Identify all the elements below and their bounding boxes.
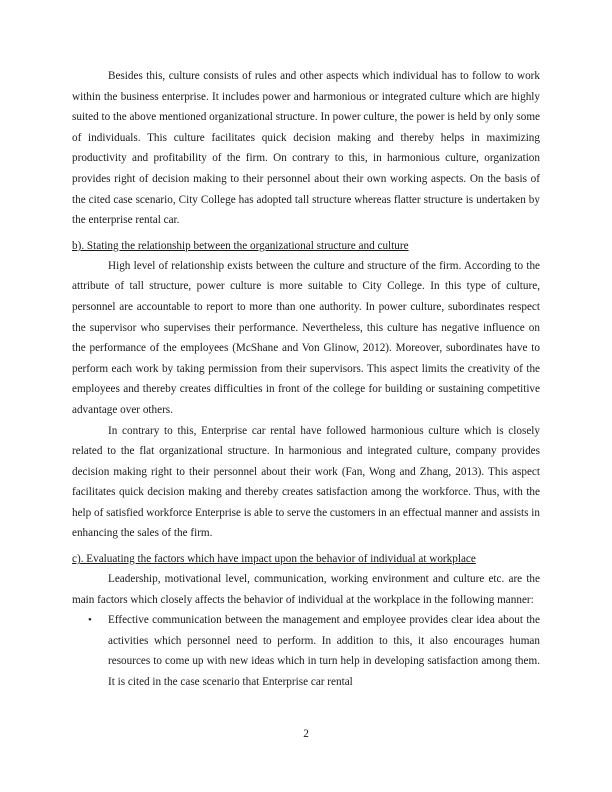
page-body [72,66,540,693]
paragraph-relationship: High level of relationship exists between the culture and structure of the firm. According to the attribute of tall structure, power culture is more suitable to City College. In this type of culture, personnel are accountable to report to more than one authority. In power culture, subordinates respect the supervisor who supervises their performance. Nevertheless, this culture has negative influence on the performance of the employees (McShane and Von Glinow, 2012). Moreover, subordinates have to perform each work by taking permission from their supervisors. This aspect limits the creativity of the employees and thereby creates difficulties in front of the college for building or sustaining competitive advantage over others. [72,259,540,416]
bullet-icon: • [88,614,92,627]
list-item-text: Effective communication between the management and employee provides clear idea about the activities which personnel need to perform. In addition to this, it also encourages human resources to come up with new ideas which in turn help in developing satisfaction among them. It is cited in the case scenario that Enterprise car rental [108,614,540,689]
paragraph-culture-overview: Besides this, culture consists of rules and other aspects which individual has to follow to work within the business enterprise. It includes power and harmonious or integrated culture which are highly suited to the above mentioned organizational structure. In power culture, the power is held by only some of individuals. This culture facilitates quick decision making and thereby helps in maximizing productivity and profitability of the firm. On contrary to this, in harmonious culture, organization provides right of decision making to their personnel about their own working aspects. On the basis of the cited case scenario, City College has adopted tall structure whereas flatter structure is undertaken by the enterprise rental car. [72,70,540,227]
paragraph-factors: Leadership, motivational level, communication, working environment and culture etc. are the main factors which closely affects the behavior of individual at the workplace in the following manner: [72,573,540,606]
section-heading-b: b). Stating the relationship between the organizational structure and culture [72,239,409,252]
list-item [72,610,540,692]
factor-bullet-list [72,610,540,692]
page-number: 2 [303,728,309,740]
section-heading-c: c). Evaluating the factors which have impact upon the behavior of individual at workplace [72,553,476,566]
paragraph-enterprise-culture: In contrary to this, Enterprise car rental have followed harmonious culture which is closely related to the flat organizational structure. In harmonious and integrated culture, company provides decision making right to their personnel about their work (Fan, Wong and Zhang, 2013). This aspect facilitates quick decision making and thereby creates satisfaction among the workforce. Thus, with the help of satisfied workforce Enterprise is able to serve the customers in an effectual manner and assists in enhancing the sales of the firm. [72,424,540,540]
